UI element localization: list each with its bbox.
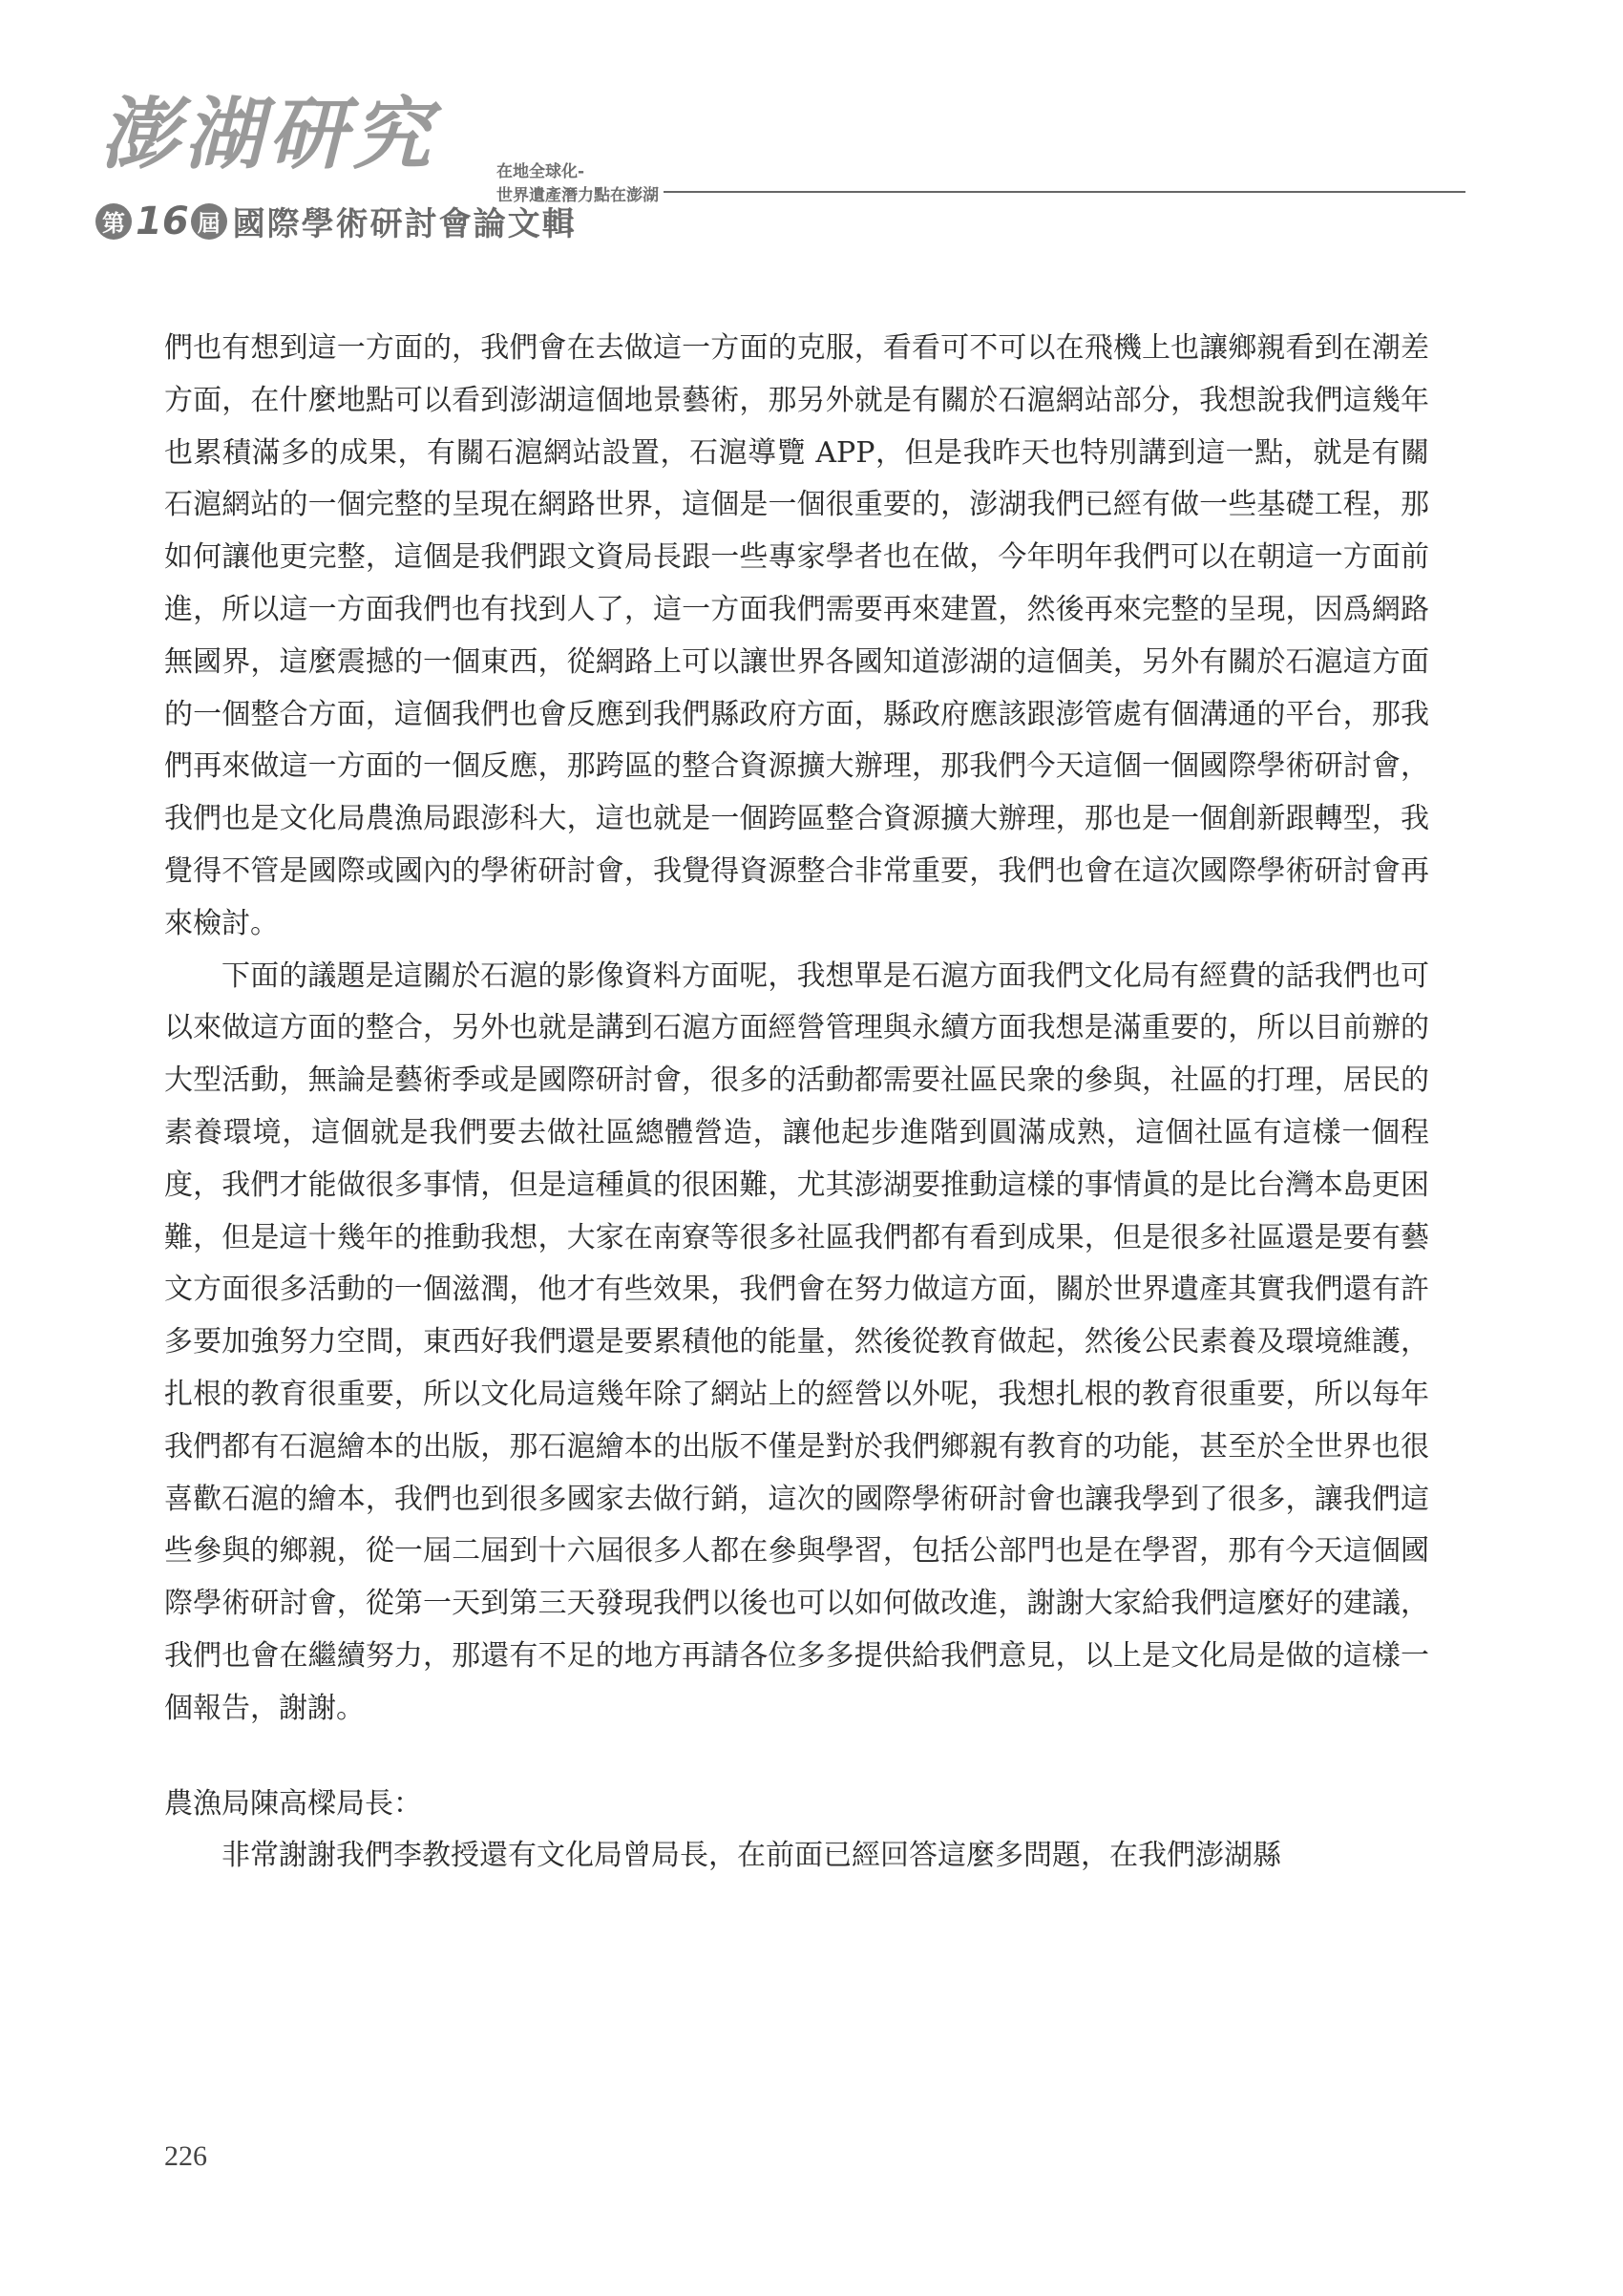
speaker-paragraph: 非常謝謝我們李教授還有文化局曾局長，在前面已經回答這麼多問題，在我們澎湖縣 <box>221 1839 1281 1873</box>
paragraph: 下面的議題是這關於石滬的影像資料方面呢，我想單是石滬方面我們文化局有經費的話我們也可以來做這方面的整合，另外也就是講到石滬方面經營管理與永續方面我想是滿重要的，所以目前辦的大型活動，無論是藝術季或是國際研討會，很多的活動都需要社區民衆的參與，社區的打理，居民的素養環境，這個就是我們要去做社區總體營造，讓他起步進階到圓滿成熟，這個社區有這樣一個程度，我們才能做很多事情，但是這種眞的很困難，尤其澎湖要推動這樣的事情眞的是比台灣本島更困難，但是這十幾年的推動我想，大家在南寮等很多社區我們都有看到成果，但是很多社區還是要有藝文方面很多活動的一個滋潤，他才有些效果，我們會在努力做這方面，關於世界遺產其實我們還有許多要加強努力空間，東西好我們還是要累積他的能量，然後從教育做起，然後公民素養及環境維護，扎根的教育很重要，所以文化局這幾年除了網站上的經營以外呢，我想扎根的教育很重要，所以每年我們都有石滬繪本的出版，那石滬繪本的出版不僅是對於我們鄉親有教育的功能，甚至於全世界也很喜歡石滬的繪本，我們也到很多國家去做行銷，這次的國際學術研討會也讓我學到了很多，讓我們這些參與的鄉親，從一屆二屆到十六屆很多人都在參與學習，包括公部門也是在學習，那有今天這個國際學術研討會，從第一天到第三天發現我們以後也可以如何做改進，謝謝大家給我們這麼好的建議，我們也會在繼續努力，那還有不足的地方再請各位多多提供給我們意見，以上是文化局是做的這樣一個報告，謝謝。 <box>164 958 1429 1725</box>
speaker-label: 農漁局陳高樑局長： <box>164 1786 422 1821</box>
body-text <box>164 323 1429 1883</box>
journal-title: 澎湖研究 <box>100 89 436 180</box>
theme-line-1: 在地全球化- <box>496 162 585 181</box>
header-rule <box>664 191 1465 193</box>
edition-number: 16 <box>136 199 189 243</box>
edition-text: 國際學術研討會論文輯 <box>232 205 577 243</box>
edition-prefix-badge: 第 <box>95 203 132 240</box>
page-number: 226 <box>164 2140 207 2172</box>
edition-suffix-badge: 屆 <box>191 203 227 240</box>
paragraph-continued: 們也有想到這一方面的，我們會在去做這一方面的克服，看看可不可以在飛機上也讓鄉親看到在潮差方面，在什麼地點可以看到澎湖這個地景藝術，那另外就是有關於石滬網站部分，我想說我們這幾年也累積滿多的成果，有關石滬網站設置，石滬導覽 APP，但是我昨天也特別講到這一點，就是有關石滬網站的一個完整的呈現在網路世界，這個是一個很重要的，澎湖我們已經有做一些基礎工程，那如何讓他更完整，這個是我們跟文資局長跟一些專家學者也在做，今年明年我們可以在朝這一方面前進，所以這一方面我們也有找到人了，這一方面我們需要再來建置，然後再來完整的呈現，因爲網路無國界，這麼震撼的一個東西，從網路上可以讓世界各國知道澎湖的這個美，另外有關於石滬這方面的一個整合方面，這個我們也會反應到我們縣政府方面，縣政府應該跟澎管處有個溝通的平台，那我們再來做這一方面的一個反應，那跨區的整合資源擴大辦理，那我們今天這個一個國際學術研討會，我們也是文化局農漁局跟澎科大，這也就是一個跨區整合資源擴大辦理，那也是一個創新跟轉型，我覺得不管是國際或國內的學術研討會，我覺得資源整合非常重要，我們也會在這次國際學術研討會再來檢討。 <box>164 331 1429 940</box>
running-header <box>0 0 1623 258</box>
theme-line-2: 世界遺產潛力點在澎湖 <box>496 186 659 205</box>
